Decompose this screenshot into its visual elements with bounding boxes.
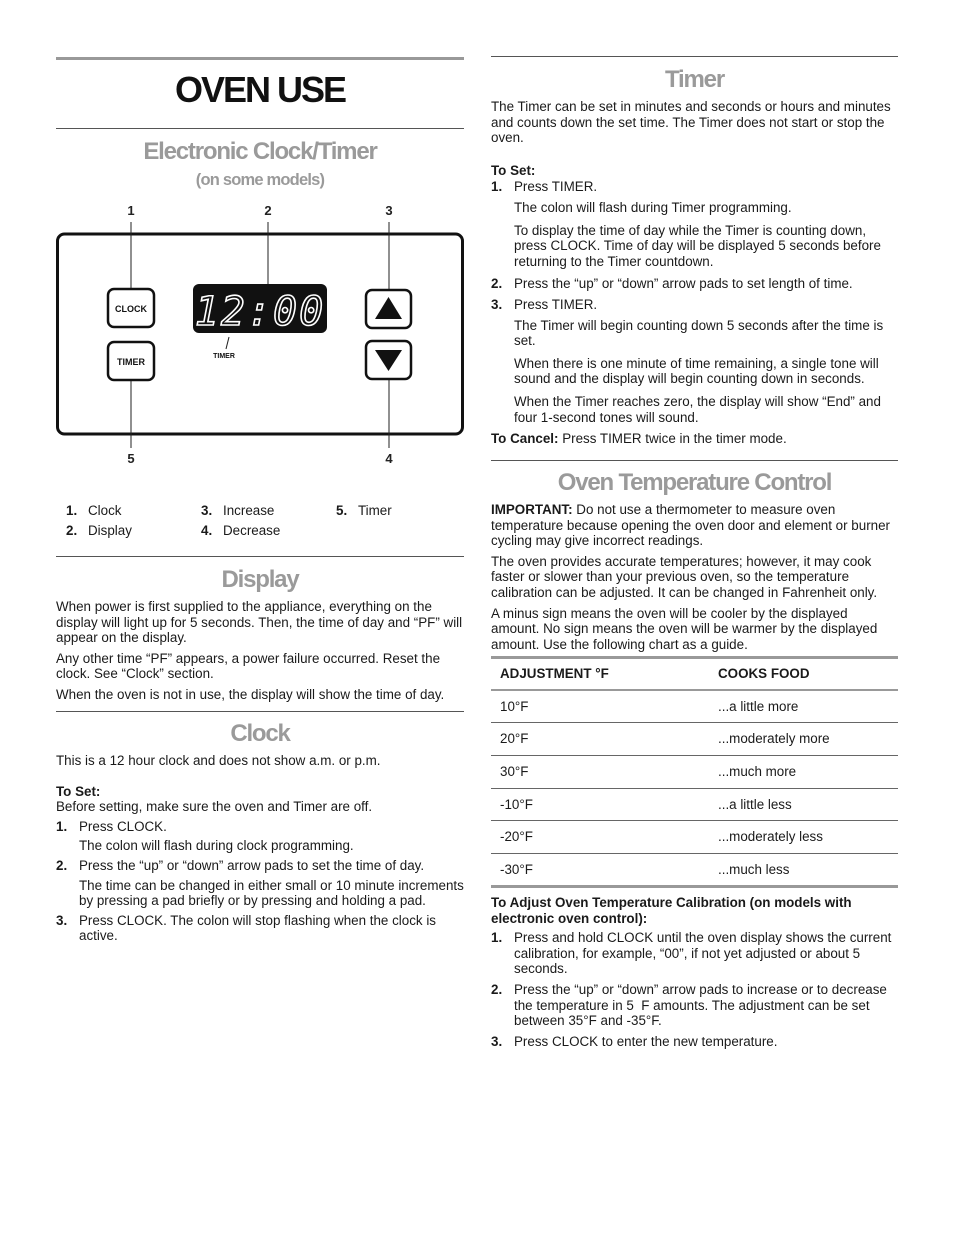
timer-step-note: When the Timer reaches zero, the display will show “End” and four 1-second tones will sound. [514,393,881,425]
clock-step: 2. Press the “up” or “down” arrow pads to set the time of day. [56,857,425,873]
callout-3: 3 [385,203,393,218]
clock-section [56,753,464,944]
table-header-cell: COOKS FOOD [718,666,810,682]
legend-item-timer: 5. Timer [336,503,392,518]
display-paragraph: When the oven is not in use, the display will show the time of day. [56,686,445,702]
table-cell: ...a little more [718,698,799,714]
left-column [56,0,464,1235]
oven-temp-heading: Oven Temperature Control [557,469,832,496]
timer-step-note: The colon will flash during Timer programming. [514,199,792,215]
table-row [491,788,898,821]
clock-step: 1. Press CLOCK. [56,818,167,834]
panel-legend [66,503,466,543]
table-cell: ...much less [718,861,790,877]
oven-temp-section [491,502,898,657]
callout-4: 4 [385,451,393,466]
timer-section [491,99,898,447]
timer-step: 2. Press the “up” or “down” arrow pads to set length of time. [491,276,853,292]
display-section [56,599,464,708]
temp-paragraph: A minus sign means the oven will be cooler by the displayed amount. No sign means the oven will be warmer by the displayed amount. Use the following chart as a guide. [491,605,878,652]
timer-step-note: The Timer will begin counting down 5 seconds after the time is set. [514,317,884,349]
clock-step-note: The colon will flash during clock programming. [79,838,354,854]
page-title: OVEN USE [174,69,346,110]
table-cell: 30°F [500,764,529,780]
table-cell: ...moderately less [718,829,823,845]
clock-heading: Clock [230,720,290,747]
decrease-button[interactable] [366,341,411,379]
table-cell: 10°F [500,698,529,714]
table-cell: ...a little less [718,796,792,812]
timer-button-label: TIMER [117,357,145,367]
section-rule [491,460,898,461]
clock-before-setting: Before setting, make sure the oven and Timer are off. [56,799,373,815]
timer-button[interactable] [108,342,154,380]
timer-heading: Timer [665,66,724,93]
table-row [491,723,898,756]
clock-step: 3. Press CLOCK. The colon will stop flashing when the clock is active. [56,912,436,944]
clock-button[interactable] [108,289,154,327]
callout-5: 5 [127,451,135,466]
display-readout: 12:00 [194,289,326,335]
clock-display [193,284,327,335]
section-rule [56,128,464,129]
table-row [491,854,898,887]
table-cell: 20°F [500,731,529,747]
legend-item-decrease: 4. Decrease [201,523,281,538]
right-column [491,0,898,1235]
table-cell: ...much more [718,764,797,780]
table-row [491,690,898,723]
temp-important: IMPORTANT: Do not use a thermometer to measure oven temperature because opening the oven door and element or burner cycling may give incorrect readings. [491,502,891,549]
timer-step: 3. Press TIMER. [491,296,598,312]
control-panel-diagram [56,200,464,470]
callout-2: 2 [264,203,272,218]
callout-1: 1 [127,203,135,218]
temp-paragraph: The oven provides accurate temperatures; however, it may cook faster or slower than your previous oven, so the temperature calibration can be adjusted. It can be changed in Fahrenheit only. [491,553,878,600]
clock-button-label: CLOCK [115,304,147,314]
timer-step-note: When there is one minute of time remaining, a single tone will sound and the display will begin counting down in seconds. [514,355,879,387]
table-header-cell: ADJUSTMENT °F [500,666,609,682]
table-cell: ...moderately more [718,731,830,747]
timer-cancel: To Cancel: Press TIMER twice in the timer mode. [491,431,787,447]
clock-step-note: The time can be changed in either small or 10 minute increments by pressing a pad briefly or by pressing and holding a pad. [79,877,464,909]
table-row [491,821,898,854]
increase-button[interactable] [366,290,411,328]
legend-item-increase: 3. Increase [201,503,275,518]
timer-to-set-heading: To Set: [491,162,536,178]
legend-item-clock: 1. Clock [66,503,122,518]
calibration-step: 1. Press and hold CLOCK until the oven display shows the current calibration, for example, “00”, if not yet adjusted or about 5 seconds. [491,930,892,977]
table-cell: -30°F [500,861,533,877]
clock-to-set-heading: To Set: [56,783,101,799]
calibration-table [491,656,898,888]
clock-timer-subheading: (on some models) [195,171,325,189]
clock-timer-heading: Electronic Clock/Timer [143,138,377,165]
table-row [491,756,898,789]
clock-intro: This is a 12 hour clock and does not show a.m. or p.m. [56,753,381,768]
timer-step-note: To display the time of day while the Timer is counting down, press CLOCK. Time of day will be displayed 5 seconds before returning to the Timer countdown. [514,222,881,269]
display-heading: Display [221,566,299,593]
timer-step: 1. Press TIMER. [491,179,598,195]
section-rule [56,556,464,557]
table-cell: -10°F [500,796,533,812]
timer-indicator-label: TIMER [213,353,235,360]
top-rule [56,57,464,60]
calibration-heading: To Adjust Oven Temperature Calibration (on models with electronic oven control): [491,895,852,926]
table-cell: -20°F [500,829,533,845]
display-paragraph: Any other time “PF” appears, a power failure occurred. Reset the clock. See “Clock” section. [56,650,441,682]
table-header-row [491,658,898,691]
calibration-step: 2. Press the “up” or “down” arrow pads to increase or to decrease the temperature in 5 F amounts. The adjustment can be set between 35°F and -35°F. [491,981,887,1029]
calibration-step: 3. Press CLOCK to enter the new temperature. [491,1033,778,1049]
legend-item-display: 2. Display [66,523,132,538]
display-paragraph: When power is first supplied to the appliance, everything on the display will light up for 5 seconds. Then, the time of day and “PF” will appear on the display. [56,599,463,646]
section-rule [56,711,464,712]
calibration-instructions [491,895,898,1049]
section-rule [491,56,898,57]
timer-intro: The Timer can be set in minutes and seconds or hours and minutes and counts down the set time. The Timer does not start or stop the oven. [491,99,891,146]
